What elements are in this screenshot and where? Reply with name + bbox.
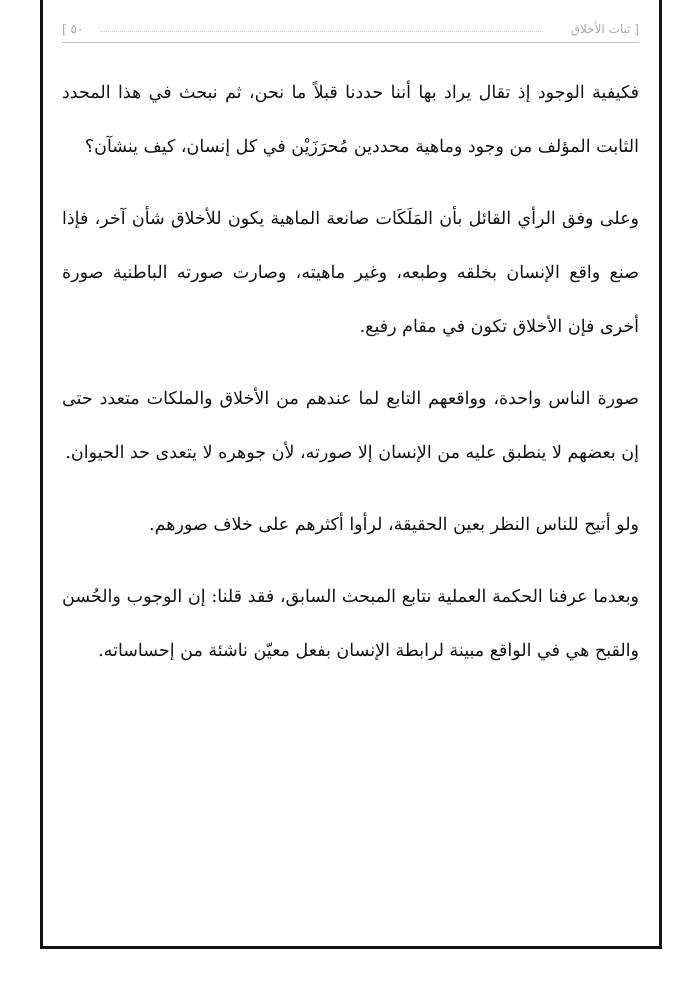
running-header (62, 18, 639, 43)
paragraph-4: ولو أتيح للناس النظر بعين الحقيقة، لرأوا أكثرهم على خلاف صورهم. (149, 515, 639, 535)
paragraph-1: فكيفية الوجود إذ تقال يراد بها أننا حددنا قبلاً ما نحن، ثم نبحث في هذا المحدد الثابت المؤلف من وجود وماهية محددين مُحرَزَيْن في كل إنسان، كيف ينشآن؟ (62, 83, 639, 157)
header-leader-dots (100, 31, 543, 32)
header-page-number: ٥٠ ] (62, 22, 84, 36)
paragraph-2: وعلى وفق الرأي القائل بأن المَلَكَات صانعة الماهية يكون للأخلاق شأن آخر، فإذا صنع واقع الإنسان بخلقه وطبعه، وغير ماهيته، وصارت صورته الباطنية صورة أخرى فإن الأخلاق تكون في مقام رفيع. (62, 209, 639, 337)
paragraph-5: وبعدما عرفنا الحكمة العملية نتابع المبحث السابق، فقد قلنا: إن الوجوب والحُسن والقبح هي في الواقع مبينة لرابطة الإنسان بفعل معيّن ناشئة من إحساساته. (62, 587, 639, 661)
paragraph-3: صورة الناس واحدة، وواقعهم التابع لما عندهم من الأخلاق والملكات متعدد حتى إن بعضهم لا ينطبق عليه من الإنسان إلا صورته، لأن جوهره لا يتعدى حد الحيوان. (62, 389, 639, 463)
header-title: [ ثبات الأخلاق (570, 22, 639, 36)
body-text (62, 66, 639, 696)
